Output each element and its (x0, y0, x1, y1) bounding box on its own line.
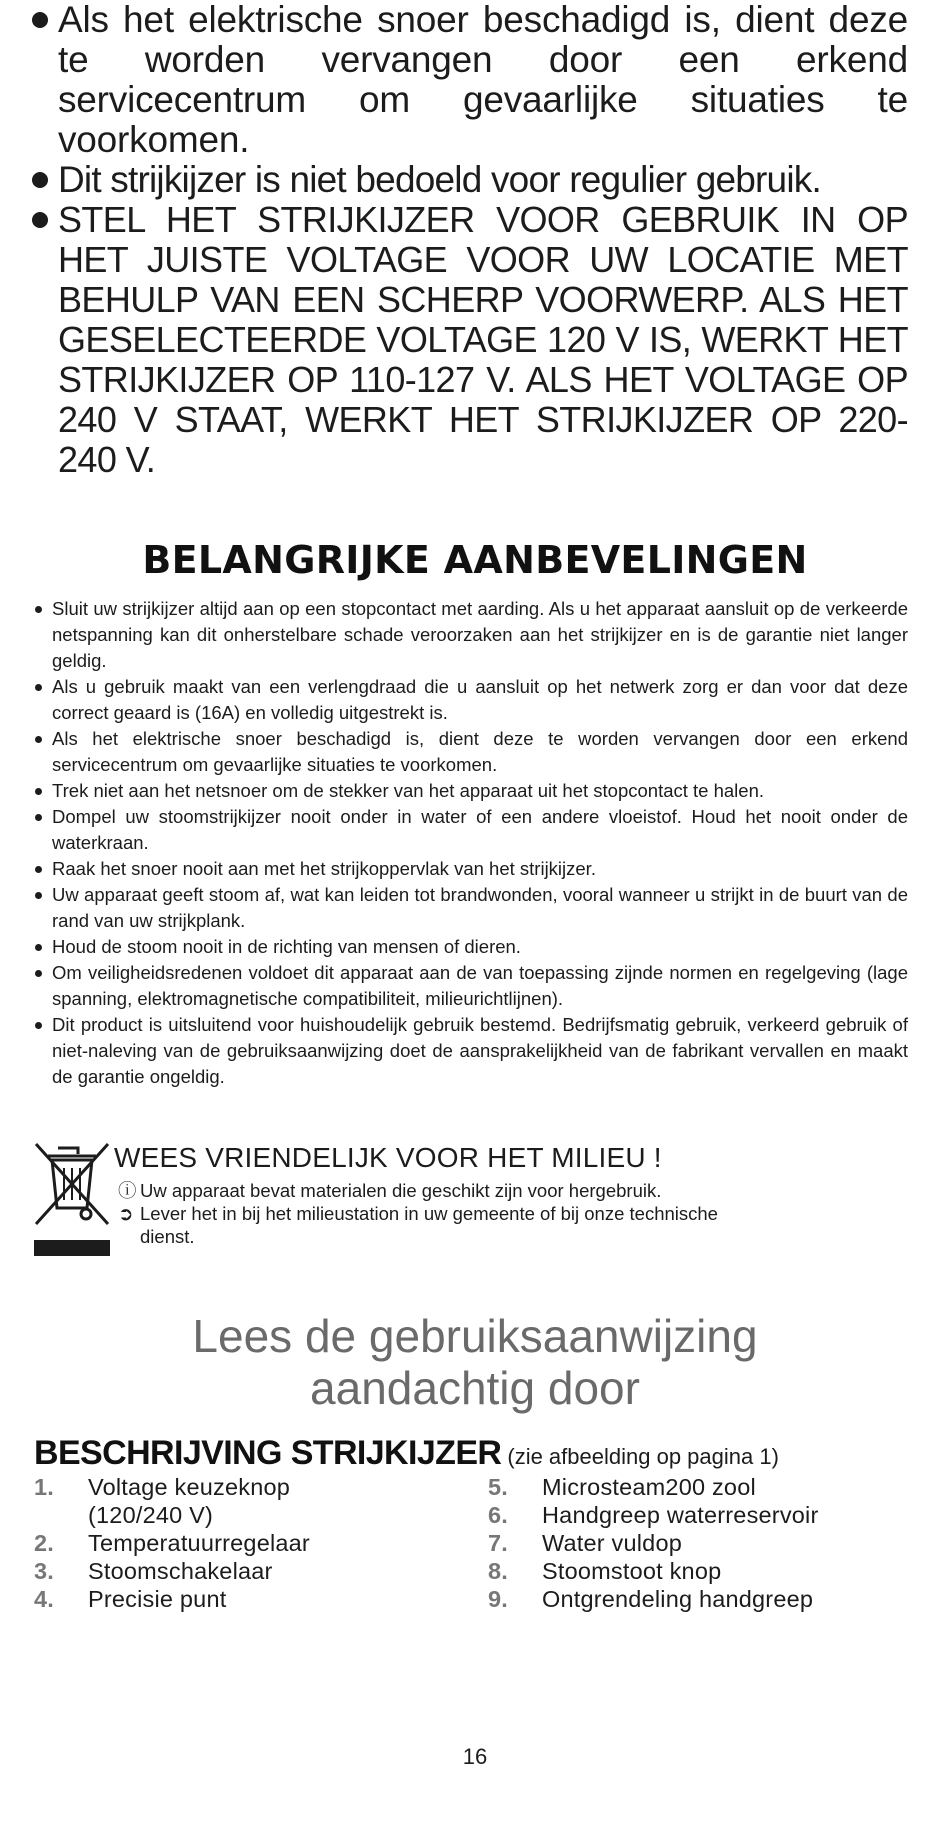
bullet (35, 866, 42, 873)
list-item-text: Om veiligheidsredenen voldoet dit apparaat aan de van toepassing zijnde normen en regelgeving (lage spanning, elektromagnetische compatibiliteit, milieurichtlijnen). (52, 962, 908, 1009)
list-item (34, 934, 908, 960)
list-item (34, 1585, 474, 1613)
list-item (34, 726, 908, 778)
page-number: 16 (462, 1744, 488, 1769)
bullet (32, 172, 48, 188)
bullet (35, 814, 42, 821)
part-label: Microsteam200 zool (542, 1474, 756, 1500)
environment-text: Uw apparaat bevat materialen die geschikt zijn voor hergebruik. (140, 1180, 662, 1201)
list-item-text: Sluit uw strijkijzer altijd aan op een stopcontact met aarding. Als u het apparaat aansluit op de verkeerde netspanning kan dit onherstelbare schade veroorzaken aan het strijkijzer en is de garantie niet langer geldig. (52, 598, 908, 671)
list-item (34, 674, 908, 726)
top-warning-text: STEL HET STRIJKIJZER VOOR GEBRUIK IN OP HET JUISTE VOLTAGE VOOR UW LOCATIE MET BEHULP VAN EEN SCHERP VOORWERP. ALS HET GESELECTEERDE VOLTAGE 120 V IS, WERKT HET STRIJKIJZER OP 110-127 V. ALS HET VOLTAGE OP 240 V STAAT, WERKT HET STRIJKIJZER OP 220-240 V. (58, 199, 908, 480)
part-label: Handgreep waterreservoir (542, 1502, 819, 1528)
bullet (32, 212, 48, 228)
part-number: 7. (488, 1530, 508, 1556)
part-label: Water vuldop (542, 1530, 682, 1556)
description-note: (zie afbeelding op pagina 1) (507, 1444, 779, 1469)
info-icon: ⓘ (118, 1180, 137, 1201)
list-item (34, 882, 908, 934)
environment-line (118, 1225, 195, 1248)
list-item (34, 1473, 474, 1529)
environment-text: dienst. (140, 1226, 195, 1247)
list-item (34, 778, 908, 804)
description-title: BESCHRIJVING STRIJKIJZER (34, 1434, 502, 1472)
list-item-text: Trek niet aan het netsnoer om de stekker van het apparaat uit het stopcontact te halen. (52, 780, 765, 801)
list-item (34, 596, 908, 674)
recommendations-heading: BELANGRIJKE AANBEVELINGEN (142, 538, 808, 582)
crossed-out-bin-icon (34, 1138, 110, 1268)
list-item (34, 960, 908, 1012)
environment-title: WEES VRIENDELIJK VOOR HET MILIEU ! (114, 1142, 662, 1173)
bullet (35, 892, 42, 899)
bullet (35, 788, 42, 795)
part-number: 4. (34, 1586, 54, 1612)
bullet (35, 970, 42, 977)
parts-list-right (488, 1473, 928, 1613)
top-warning-item (28, 200, 908, 480)
top-warning-text: Dit strijkijzer is niet bedoeld voor regulier gebruik. (58, 159, 821, 200)
list-item (488, 1557, 928, 1585)
part-number: 9. (488, 1586, 508, 1612)
read-notice-line: aandachtig door (310, 1362, 640, 1414)
part-number: 6. (488, 1502, 508, 1528)
list-item-text: Raak het snoer nooit aan met het strijkoppervlak van het strijkijzer. (52, 858, 596, 879)
bullet (35, 736, 42, 743)
part-number: 8. (488, 1558, 508, 1584)
part-number: 2. (34, 1530, 54, 1556)
environment-line (118, 1202, 718, 1225)
part-label: Precisie punt (88, 1586, 227, 1612)
part-label-sub: (120/240 V) (88, 1502, 214, 1528)
parts-list-left (34, 1473, 474, 1613)
list-item (34, 1557, 474, 1585)
part-label: Temperatuurregelaar (88, 1530, 310, 1556)
environment-block (34, 1138, 908, 1268)
part-label: Stoomstoot knop (542, 1558, 722, 1584)
list-item (34, 804, 908, 856)
description-heading (34, 1434, 779, 1473)
bullet (35, 1022, 42, 1029)
list-item (488, 1473, 928, 1501)
part-label: Ontgrendeling handgreep (542, 1586, 814, 1612)
list-item (488, 1529, 928, 1557)
bullet (35, 684, 42, 691)
part-label: Voltage keuzeknop (88, 1474, 291, 1500)
recommendations-list (34, 596, 908, 1090)
list-item-text: Dit product is uitsluitend voor huishoudelijk gebruik bestemd. Bedrijfsmatig gebruik, verkeerd gebruik of niet-naleving van de gebruiksaanwijzing doet de aansprakelijkheid van de fabrikant vervallen en maakt de garantie ongeldig. (52, 1014, 908, 1087)
list-item-text: Als u gebruik maakt van een verlengdraad die u aansluit op het netwerk zorg er dan voor dat deze correct geaard is (16A) en volledig uitgestrekt is. (52, 676, 908, 723)
environment-text: Lever het in bij het milieustation in uw gemeente of bij onze technische (140, 1203, 718, 1224)
part-number: 1. (34, 1474, 54, 1500)
top-warning-item (28, 160, 908, 200)
top-warning-text: Als het elektrische snoer beschadigd is, dient deze te worden vervangen door een erkend servicecentrum om gevaarlijke situaties te voorkomen. (58, 0, 908, 160)
top-warnings (28, 0, 908, 480)
arrow-icon: ➲ (118, 1203, 134, 1224)
list-item (34, 856, 908, 882)
top-warning-item (28, 0, 908, 160)
part-number: 3. (34, 1558, 54, 1584)
list-item (34, 1012, 908, 1090)
bullet (35, 606, 42, 613)
part-label: Stoomschakelaar (88, 1558, 273, 1584)
part-number: 5. (488, 1474, 508, 1500)
list-item (488, 1585, 928, 1613)
list-item-text: Als het elektrische snoer beschadigd is, dient deze te worden vervangen door een erkend servicecentrum om gevaarlijke situaties te voorkomen. (52, 728, 908, 775)
read-notice-line: Lees de gebruiksaanwijzing (192, 1310, 758, 1362)
bullet (35, 944, 42, 951)
list-item (34, 1529, 474, 1557)
environment-line (118, 1179, 661, 1202)
list-item-text: Uw apparaat geeft stoom af, wat kan leiden tot brandwonden, vooral wanneer u strijkt in de buurt van de rand van uw strijkplank. (52, 884, 908, 931)
bullet (32, 12, 48, 28)
list-item-text: Dompel uw stoomstrijkijzer nooit onder in water of een andere vloeistof. Houd het nooit onder de waterkraan. (52, 806, 908, 853)
list-item (488, 1501, 928, 1529)
read-notice (0, 1310, 950, 1414)
list-item-text: Houd de stoom nooit in de richting van mensen of dieren. (52, 936, 521, 957)
